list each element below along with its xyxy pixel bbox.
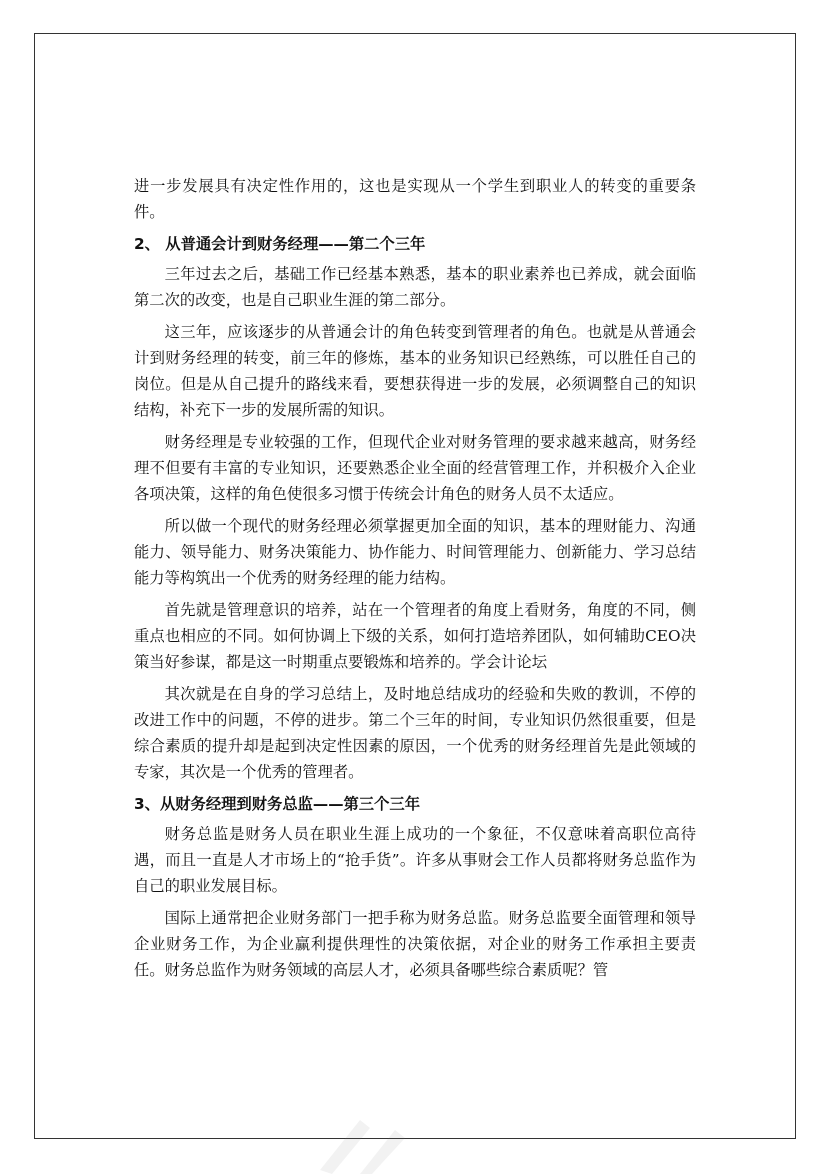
paragraph: 其次就是在自身的学习总结上，及时地总结成功的经验和失败的教训，不停的改进工作中的问题，不停的进步。第二个三年的时间，专业知识仍然很重要，但是综合素质的提升却是起到决定性因素的原因，一个优秀的财务经理首先是此领域的专家，其次是一个优秀的管理者。 [134,685,696,781]
paragraph: 这三年，应该逐步的从普通会计的角色转变到管理者的角色。也就是从普通会计到财务经理的转变，前三年的修炼，基本的业务知识已经熟练，可以胜任自己的岗位。但是从自己提升的路线来看，要想获得进一步的发展，必须调整自己的知识结构，补充下一步的发展所需的知识。 [134,323,696,419]
watermark-icon [300,1110,430,1174]
paragraph: 财务总监是财务人员在职业生涯上成功的一个象征，不仅意味着高职位高待遇，而且一直是人才市场上的“抢手货”。许多从事财会工作人员都将财务总监作为自己的职业发展目标。 [134,825,696,895]
section-heading-3: 3、从财务经理到财务总监——第三个三年 [134,795,420,813]
paragraph: 三年过去之后，基础工作已经基本熟悉，基本的职业素养也已养成，就会面临第二次的改变，也是自己职业生涯的第二部分。 [134,265,696,309]
paragraph: 所以做一个现代的财务经理必须掌握更加全面的知识，基本的理财能力、沟通能力、领导能力、财务决策能力、协作能力、时间管理能力、创新能力、学习总结能力等构筑出一个优秀的财务经理的能力结构。 [134,517,696,587]
paragraph: 国际上通常把企业财务部门一把手称为财务总监。财务总监要全面管理和领导企业财务工作，为企业赢利提供理性的决策依据，对企业的财务工作承担主要责任。财务总监作为财务领域的高层人才，必须具备哪些综合素质呢？管 [134,909,696,979]
paragraph: 财务经理是专业较强的工作，但现代企业对财务管理的要求越来越高，财务经理不但要有丰富的专业知识，还要熟悉企业全面的经营管理工作，并积极介入企业各项决策，这样的角色使很多习惯于传统会计角色的财务人员不太适应。 [134,433,696,503]
paragraph-continuation: 进一步发展具有决定性作用的，这也是实现从一个学生到职业人的转变的重要条件。 [134,177,696,221]
paragraph: 首先就是管理意识的培养，站在一个管理者的角度上看财务，角度的不同，侧重点也相应的不同。如何协调上下级的关系，如何打造培养团队，如何辅助CEO决策当好参谋，都是这一时期重点要锻炼和培养的。学会计论坛 [134,601,696,671]
section-heading-2: 2、 从普通会计到财务经理——第二个三年 [134,235,426,253]
document-body [134,173,696,989]
